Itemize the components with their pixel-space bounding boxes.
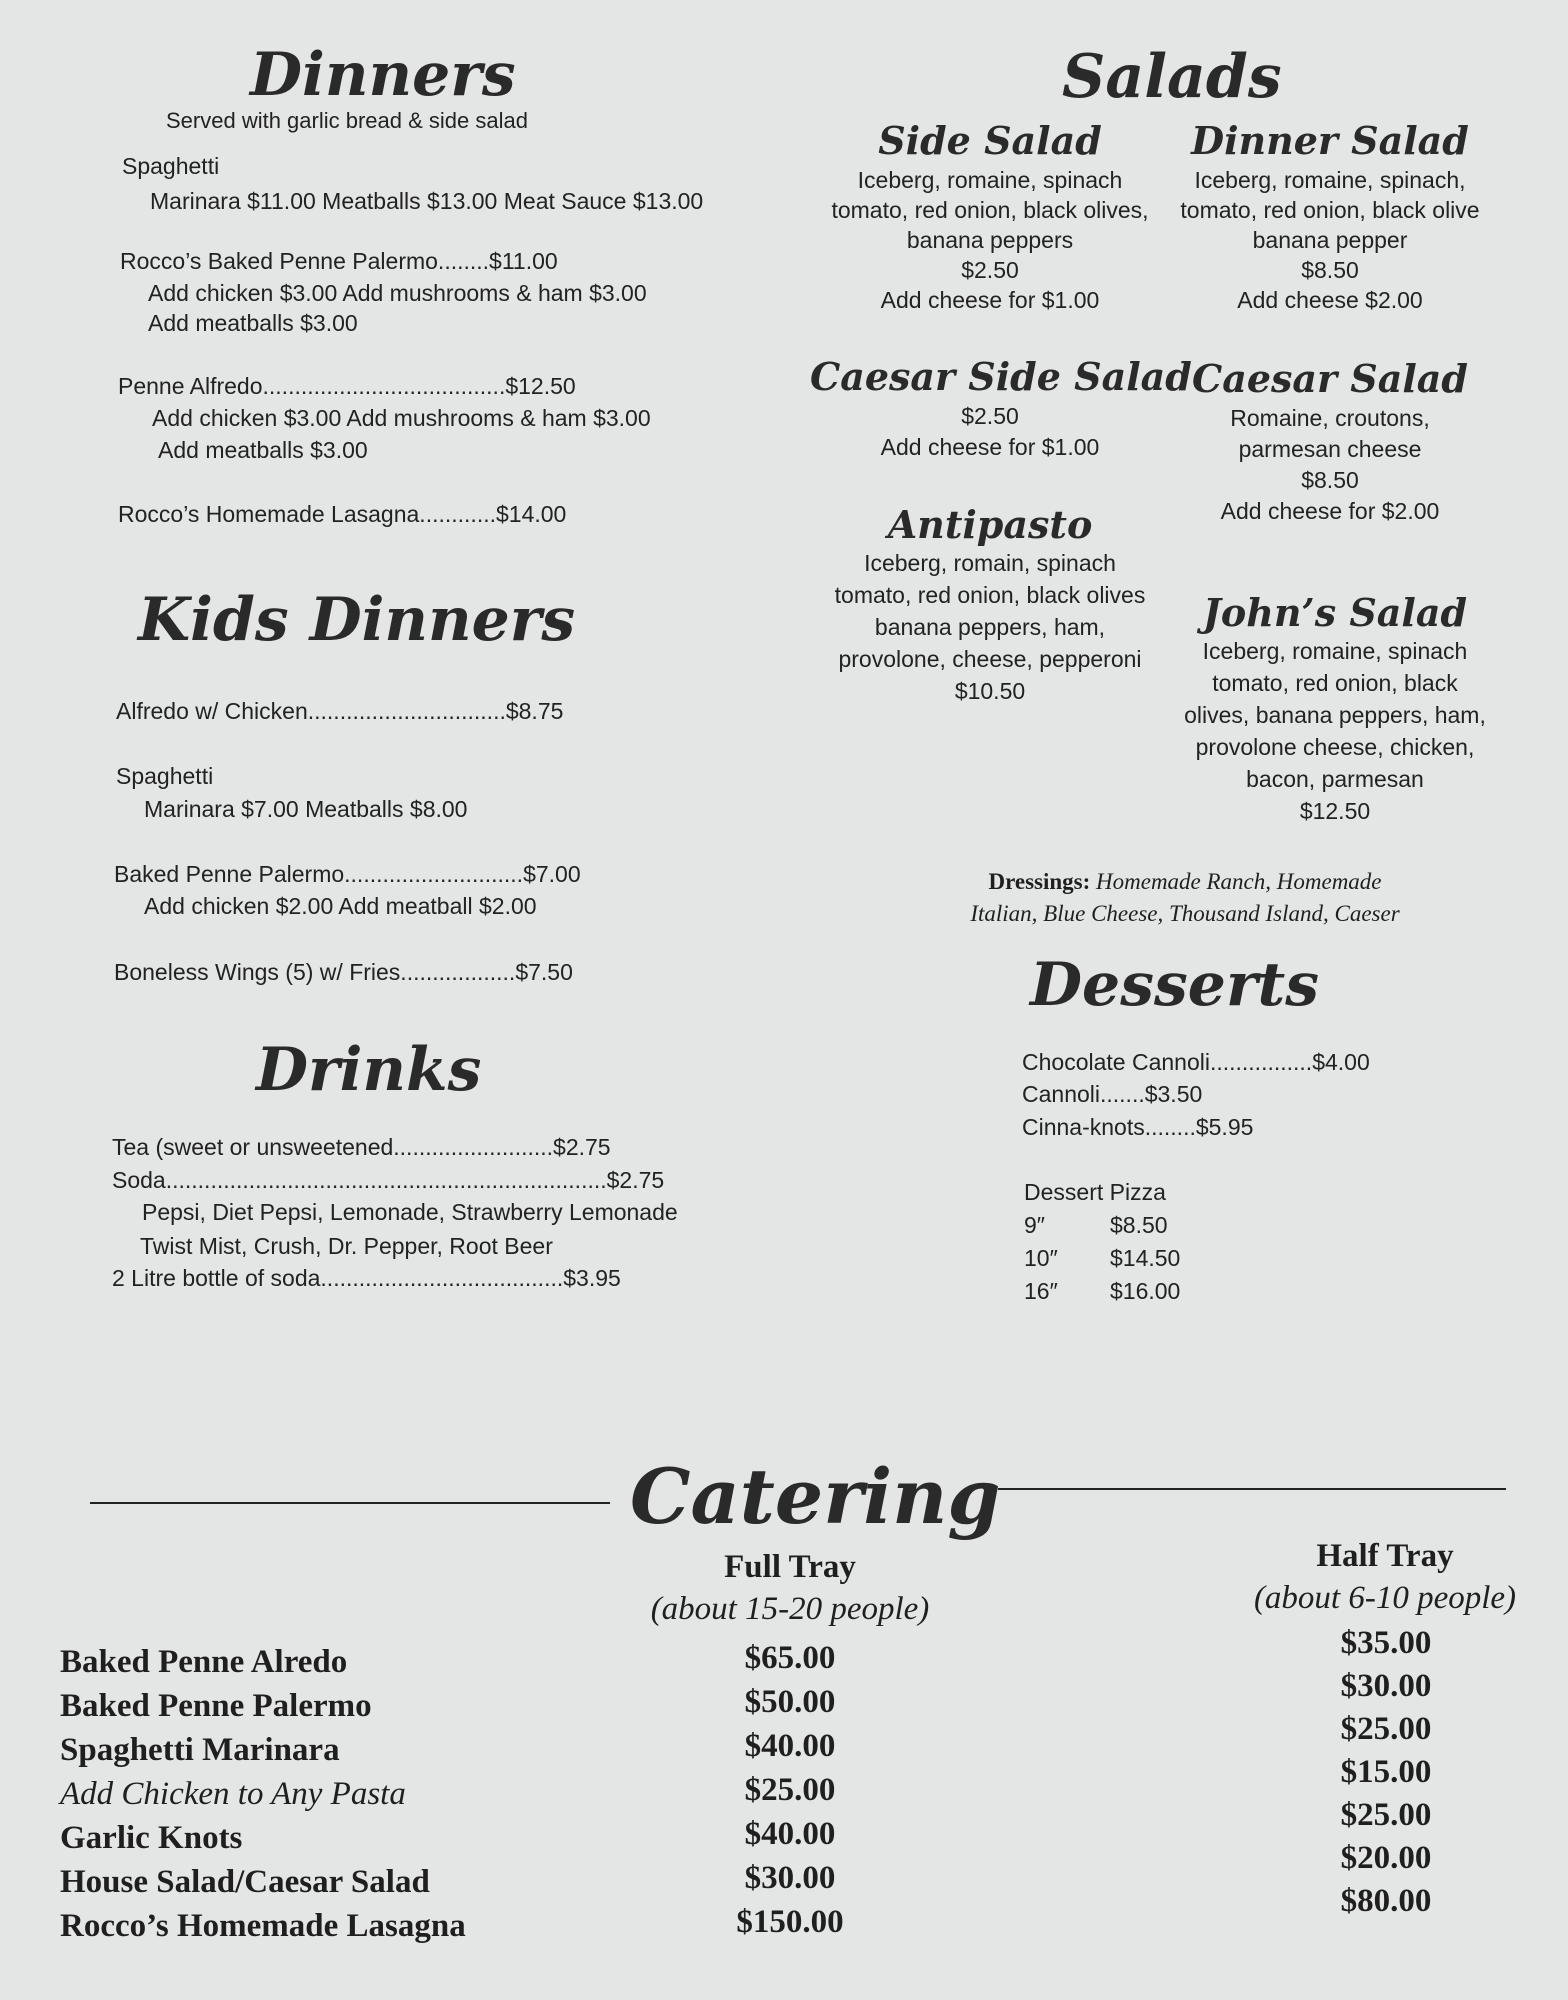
dinners-subtitle: Served with garlic bread & side salad — [166, 108, 528, 133]
catering-items — [60, 1640, 466, 1948]
pizza-price: $14.50 — [1110, 1245, 1181, 1271]
full-tray-price: $150.00 — [736, 1904, 844, 1940]
dressings-block — [900, 866, 1470, 930]
caesar-salad-title: Caesar Salad — [1191, 356, 1468, 401]
salad-desc: tomato, red onion, black olives, — [831, 197, 1149, 223]
salad-desc: Iceberg, romaine, spinach — [857, 167, 1123, 193]
half-tray-subtitle: (about 6-10 people) — [1253, 1580, 1517, 1616]
pizza-size: 9″ — [1024, 1212, 1045, 1238]
pizza-size: 10″ — [1024, 1245, 1058, 1271]
full-tray-price: $50.00 — [744, 1684, 836, 1720]
drink-item: Soda.....................................................................$2.75 — [112, 1167, 665, 1193]
pizza-price: $16.00 — [1110, 1278, 1181, 1304]
half-tray-price: $15.00 — [1340, 1754, 1432, 1790]
full-tray-price: $25.00 — [744, 1772, 836, 1808]
catering-divider-left — [90, 1502, 610, 1504]
side-salad-block — [810, 118, 1170, 315]
catering-divider-right — [998, 1488, 1506, 1490]
salad-desc: banana peppers, ham, — [874, 614, 1106, 640]
kids-dinners-heading: Kids Dinners — [138, 585, 576, 655]
salad-addon: Add cheese for $1.00 — [880, 434, 1100, 460]
menu-item-options: Add chicken $3.00 Add mushrooms & ham $3.00 — [152, 405, 651, 431]
dessert-pizza-size-row — [1024, 1209, 1168, 1242]
salad-desc: olives, banana peppers, ham, — [1184, 702, 1486, 728]
salad-desc: banana peppers — [906, 227, 1074, 253]
full-tray-subtitle: (about 15-20 people) — [650, 1591, 930, 1627]
dessert-item: Cinna-knots........$5.95 — [1022, 1114, 1254, 1140]
johns-salad-block — [1165, 590, 1505, 827]
catering-item: Spaghetti Marinara — [60, 1732, 340, 1768]
salad-price: $2.50 — [961, 403, 1019, 429]
dressings-list: Homemade Ranch, Homemade — [1096, 869, 1382, 894]
drink-item: 2 Litre bottle of soda......................................$3.95 — [112, 1265, 621, 1291]
salad-desc: tomato, red onion, black — [1212, 670, 1458, 696]
full-tray-prices — [700, 1636, 880, 1944]
caesar-side-salad-title: Caesar Side Salad — [810, 354, 1192, 399]
catering-item: House Salad/Caesar Salad — [60, 1864, 430, 1900]
salad-price: $12.50 — [1299, 798, 1371, 824]
dinner-salad-block — [1160, 118, 1500, 315]
salad-price: $8.50 — [1301, 257, 1359, 283]
dessert-item: Cannoli.......$3.50 — [1022, 1081, 1203, 1107]
pizza-size: 16″ — [1024, 1278, 1058, 1304]
antipasto-title: Antipasto — [887, 502, 1093, 547]
menu-item-options: Add chicken $2.00 Add meatball $2.00 — [144, 893, 537, 919]
drink-options: Twist Mist, Crush, Dr. Pepper, Root Beer — [140, 1233, 553, 1259]
half-tray-price: $25.00 — [1340, 1711, 1432, 1747]
salad-desc: tomato, red onion, black olive — [1180, 197, 1480, 223]
salad-desc: Iceberg, romain, spinach — [864, 550, 1116, 576]
half-tray-label: Half Tray — [1316, 1538, 1454, 1574]
menu-item-options: Add meatballs $3.00 — [148, 310, 358, 336]
full-tray-label: Full Tray — [724, 1549, 856, 1585]
half-tray-price: $35.00 — [1340, 1625, 1432, 1661]
menu-item: Alfredo w/ Chicken...............................$8.75 — [116, 698, 564, 724]
dessert-item: Chocolate Cannoli................$4.00 — [1022, 1049, 1370, 1075]
salad-addon: Add cheese $2.00 — [1237, 287, 1423, 313]
dinner-salad-title: Dinner Salad — [1191, 118, 1469, 163]
full-tray-price: $40.00 — [744, 1816, 836, 1852]
half-tray-price: $80.00 — [1340, 1883, 1432, 1919]
dressings-list: Italian, Blue Cheese, Thousand Island, Caeser — [970, 901, 1400, 926]
menu-item-options: Add chicken $3.00 Add mushrooms & ham $3.00 — [148, 280, 647, 306]
salad-desc: Iceberg, romaine, spinach, — [1194, 167, 1466, 193]
salads-heading: Salads — [1062, 42, 1282, 112]
menu-item-options: Marinara $11.00 Meatballs $13.00 Meat Sauce $13.00 — [150, 188, 704, 214]
half-tray-price: $30.00 — [1340, 1668, 1432, 1704]
full-tray-header — [600, 1546, 980, 1630]
menu-item: Spaghetti — [116, 763, 214, 789]
drinks-heading: Drinks — [256, 1035, 482, 1105]
caesar-side-salad-block — [810, 354, 1192, 463]
salad-price: $10.50 — [954, 678, 1026, 704]
salad-desc: provolone, cheese, pepperoni — [838, 646, 1142, 672]
salad-addon: Add cheese for $1.00 — [880, 287, 1100, 313]
menu-item-options: Add meatballs $3.00 — [158, 437, 368, 463]
antipasto-block — [810, 502, 1170, 707]
menu-item: Boneless Wings (5) w/ Fries..................$7.50 — [114, 959, 573, 985]
dessert-pizza-size-row — [1024, 1275, 1180, 1308]
half-tray-header — [1210, 1535, 1560, 1619]
full-tray-price: $30.00 — [744, 1860, 836, 1896]
drink-options: Pepsi, Diet Pepsi, Lemonade, Strawberry Lemonade — [142, 1199, 678, 1225]
dessert-pizza-label: Dessert Pizza — [1024, 1179, 1166, 1205]
half-tray-price: $20.00 — [1340, 1840, 1432, 1876]
caesar-salad-block — [1170, 356, 1490, 527]
catering-item: Add Chicken to Any Pasta — [60, 1776, 406, 1812]
catering-item: Garlic Knots — [60, 1820, 243, 1856]
salad-desc: Romaine, croutons, — [1230, 405, 1430, 431]
salad-addon: Add cheese for $2.00 — [1220, 498, 1440, 524]
menu-item: Baked Penne Palermo............................$7.00 — [114, 861, 581, 887]
catering-item: Baked Penne Palermo — [60, 1688, 372, 1724]
salad-desc: Iceberg, romaine, spinach — [1202, 638, 1468, 664]
johns-salad-title: John’s Salad — [1202, 590, 1468, 635]
salad-desc: tomato, red onion, black olives — [834, 582, 1146, 608]
salad-desc: provolone cheese, chicken, — [1195, 734, 1475, 760]
half-tray-prices — [1296, 1622, 1476, 1923]
full-tray-price: $40.00 — [744, 1728, 836, 1764]
menu-item: Rocco’s Baked Penne Palermo........$11.00 — [120, 248, 558, 274]
catering-item: Baked Penne Alredo — [60, 1644, 348, 1680]
drink-item: Tea (sweet or unsweetened.........................$2.75 — [112, 1134, 611, 1160]
side-salad-title: Side Salad — [878, 118, 1102, 163]
menu-item: Rocco’s Homemade Lasagna............$14.00 — [118, 501, 567, 527]
catering-item: Rocco’s Homemade Lasagna — [60, 1908, 466, 1944]
menu-item-options: Marinara $7.00 Meatballs $8.00 — [144, 796, 468, 822]
dessert-pizza-size-row — [1024, 1242, 1180, 1275]
menu-item: Penne Alfredo......................................$12.50 — [118, 373, 576, 399]
catering-heading: Catering — [630, 1452, 1001, 1541]
dressings-label: Dressings: — [988, 869, 1091, 894]
salad-desc: parmesan cheese — [1238, 436, 1422, 462]
full-tray-price: $65.00 — [744, 1640, 836, 1676]
salad-price: $8.50 — [1301, 467, 1359, 493]
salad-desc: banana pepper — [1252, 227, 1408, 253]
salad-desc: bacon, parmesan — [1246, 766, 1424, 792]
dinners-heading: Dinners — [250, 40, 516, 110]
half-tray-price: $25.00 — [1340, 1797, 1432, 1833]
salad-price: $2.50 — [961, 257, 1019, 283]
desserts-heading: Desserts — [1030, 950, 1320, 1020]
pizza-price: $8.50 — [1110, 1212, 1168, 1238]
menu-item: Spaghetti — [122, 153, 220, 179]
